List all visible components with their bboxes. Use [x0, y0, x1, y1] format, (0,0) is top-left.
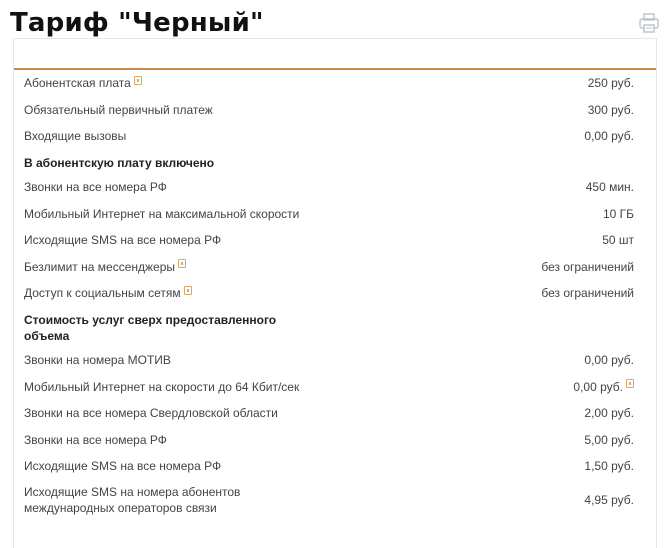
- tariff-card: [13, 38, 657, 548]
- row-value: 5,00 руб.: [584, 432, 634, 447]
- table-row-incoming-calls: [24, 123, 634, 150]
- row-value: без ограничений: [541, 259, 634, 274]
- row-value: 250 руб.: [587, 76, 634, 91]
- info-icon[interactable]: [178, 259, 186, 268]
- table-row-extra-calls-rf: [24, 427, 634, 454]
- section-header-extra: Стоимость услуг сверх предоставленного объема: [24, 312, 277, 343]
- section-header-included: В абонентскую плату включено: [24, 155, 215, 170]
- table-row-messengers: [24, 254, 634, 281]
- table-row-motiv-calls: [24, 347, 634, 374]
- row-label: Входящие вызовы: [24, 129, 127, 144]
- row-label: Исходящие SMS на все номера РФ: [24, 233, 222, 248]
- table-row-included-sms: [24, 227, 634, 254]
- row-value: 1,50 руб.: [584, 459, 634, 474]
- row-value: 0,00 руб.: [584, 129, 634, 144]
- row-label: Мобильный Интернет на скорости до 64 Кбит/сек: [24, 379, 300, 394]
- row-label: Обязательный первичный платеж: [24, 102, 213, 117]
- row-value: без ограничений: [541, 286, 634, 301]
- row-value: 10 ГБ: [602, 206, 634, 221]
- table-row-included-internet: [24, 200, 634, 227]
- info-icon[interactable]: [134, 76, 142, 85]
- table-row-social-networks: [24, 280, 634, 307]
- row-label: Абонентская плата: [24, 76, 131, 91]
- row-value: 0,00 руб.: [584, 353, 634, 368]
- table-row-sverdlovsk-calls: [24, 400, 634, 427]
- row-label: Звонки на все номера РФ: [24, 432, 167, 447]
- row-label: Звонки на все номера РФ: [24, 180, 167, 195]
- row-label: Доступ к социальным сетям: [24, 286, 181, 301]
- row-value: 300 руб.: [587, 102, 634, 117]
- page-title: Тариф "Черный": [10, 8, 264, 38]
- row-label: Звонки на номера МОТИВ: [24, 353, 171, 368]
- print-button[interactable]: [638, 12, 660, 34]
- row-label: Исходящие SMS на номера абонентов международных операторов связи: [24, 484, 241, 515]
- tariff-table: [24, 70, 634, 520]
- row-value: 0,00 руб.: [573, 379, 623, 394]
- printer-icon: [638, 12, 660, 34]
- table-row-slow-internet: [24, 373, 634, 400]
- row-value: 450 мин.: [585, 180, 634, 195]
- row-value: 2,00 руб.: [584, 406, 634, 421]
- table-row-extra-sms-rf: [24, 453, 634, 480]
- row-label: Звонки на все номера Свердловской области: [24, 406, 278, 421]
- info-icon[interactable]: [184, 286, 192, 295]
- row-value: 50 шт: [602, 233, 634, 248]
- row-label: Безлимит на мессенджеры: [24, 259, 176, 274]
- row-value: 4,95 руб.: [584, 492, 634, 507]
- table-row-subscription-fee: [24, 70, 634, 97]
- row-label: Мобильный Интернет на максимальной скорости: [24, 206, 300, 221]
- table-row-intl-sms: [24, 480, 634, 520]
- info-icon[interactable]: [626, 379, 634, 388]
- table-row-initial-payment: [24, 97, 634, 124]
- row-label: Исходящие SMS на все номера РФ: [24, 459, 222, 474]
- table-row-included-calls: [24, 174, 634, 201]
